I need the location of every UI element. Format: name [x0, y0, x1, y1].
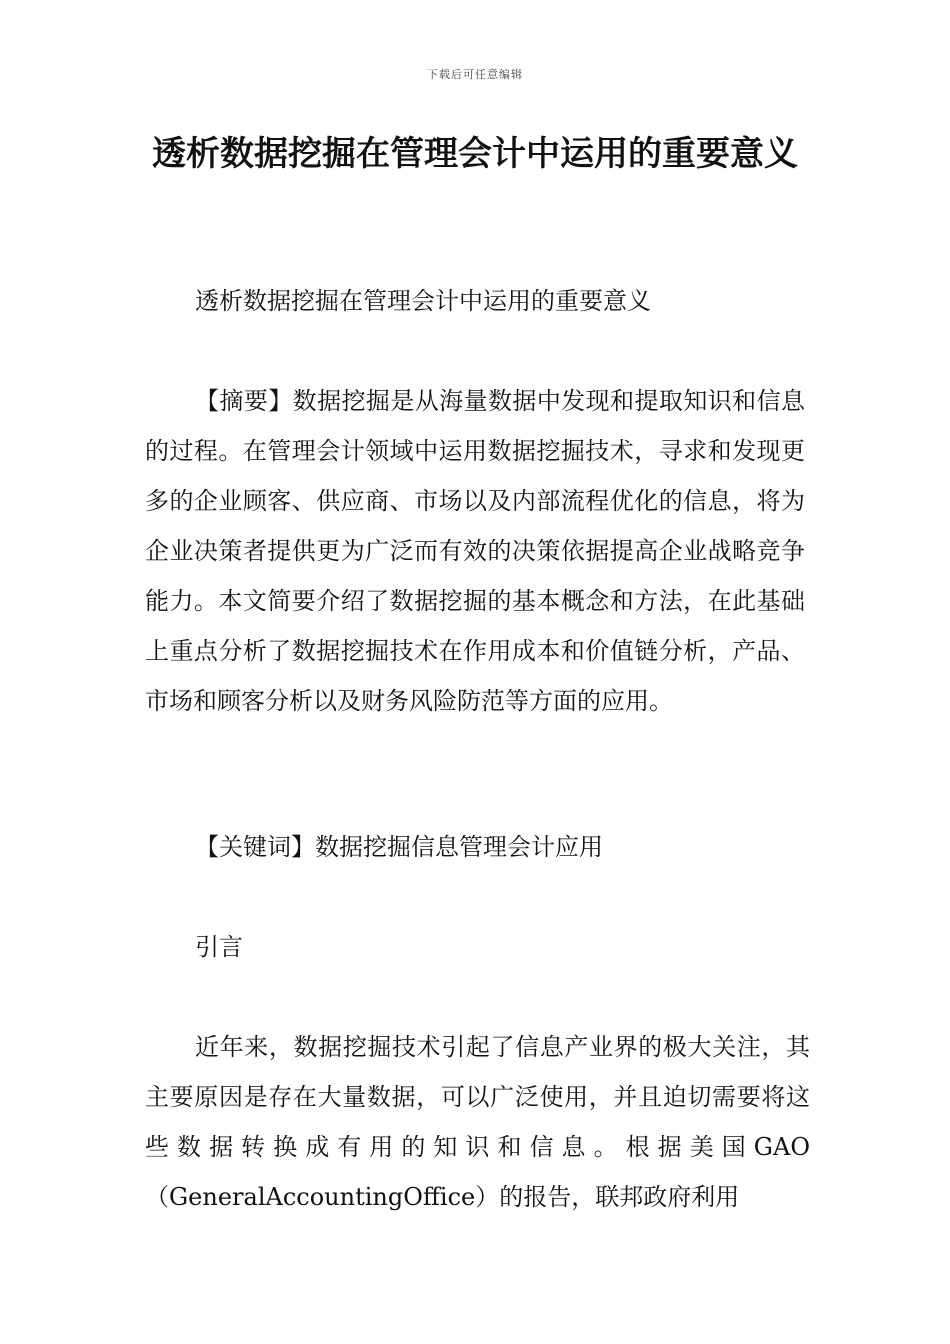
abstract-paragraph: 【摘要】数据挖掘是从海量数据中发现和提取知识和信息的过程。在管理会计领域中运用数据挖掘技术，寻求和发现更多的企业顾客、供应商、市场以及内部流程优化的信息，将为企业决策者提供更为广泛而有效的决策依据提高企业战略竞争能力。本文简要介绍了数据挖掘的基本概念和方法，在此基础上重点分析了数据挖掘技术在作用成本和价值链分析，产品、市场和顾客分析以及财务风险防范等方面的应用。	[145, 387, 805, 715]
document-title: 透析数据挖掘在管理会计中运用的重要意义	[152, 134, 798, 174]
introduction-heading: 引言	[195, 933, 243, 961]
subtitle-paragraph: 透析数据挖掘在管理会计中运用的重要意义	[195, 287, 651, 315]
keywords-paragraph: 【关键词】数据挖掘信息管理会计应用	[195, 833, 603, 861]
page-header-note: 下载后可任意编辑	[427, 68, 523, 81]
body-paragraph: 近年来，数据挖掘技术引起了信息产业界的极大关注，其主要原因是存在大量数据，可以广泛使用，并且迫切需要将这些数据转换成有用的知识和信息。根据美国GAO（GeneralAccountingOffice）的报告，联邦政府利用	[145, 1033, 810, 1211]
